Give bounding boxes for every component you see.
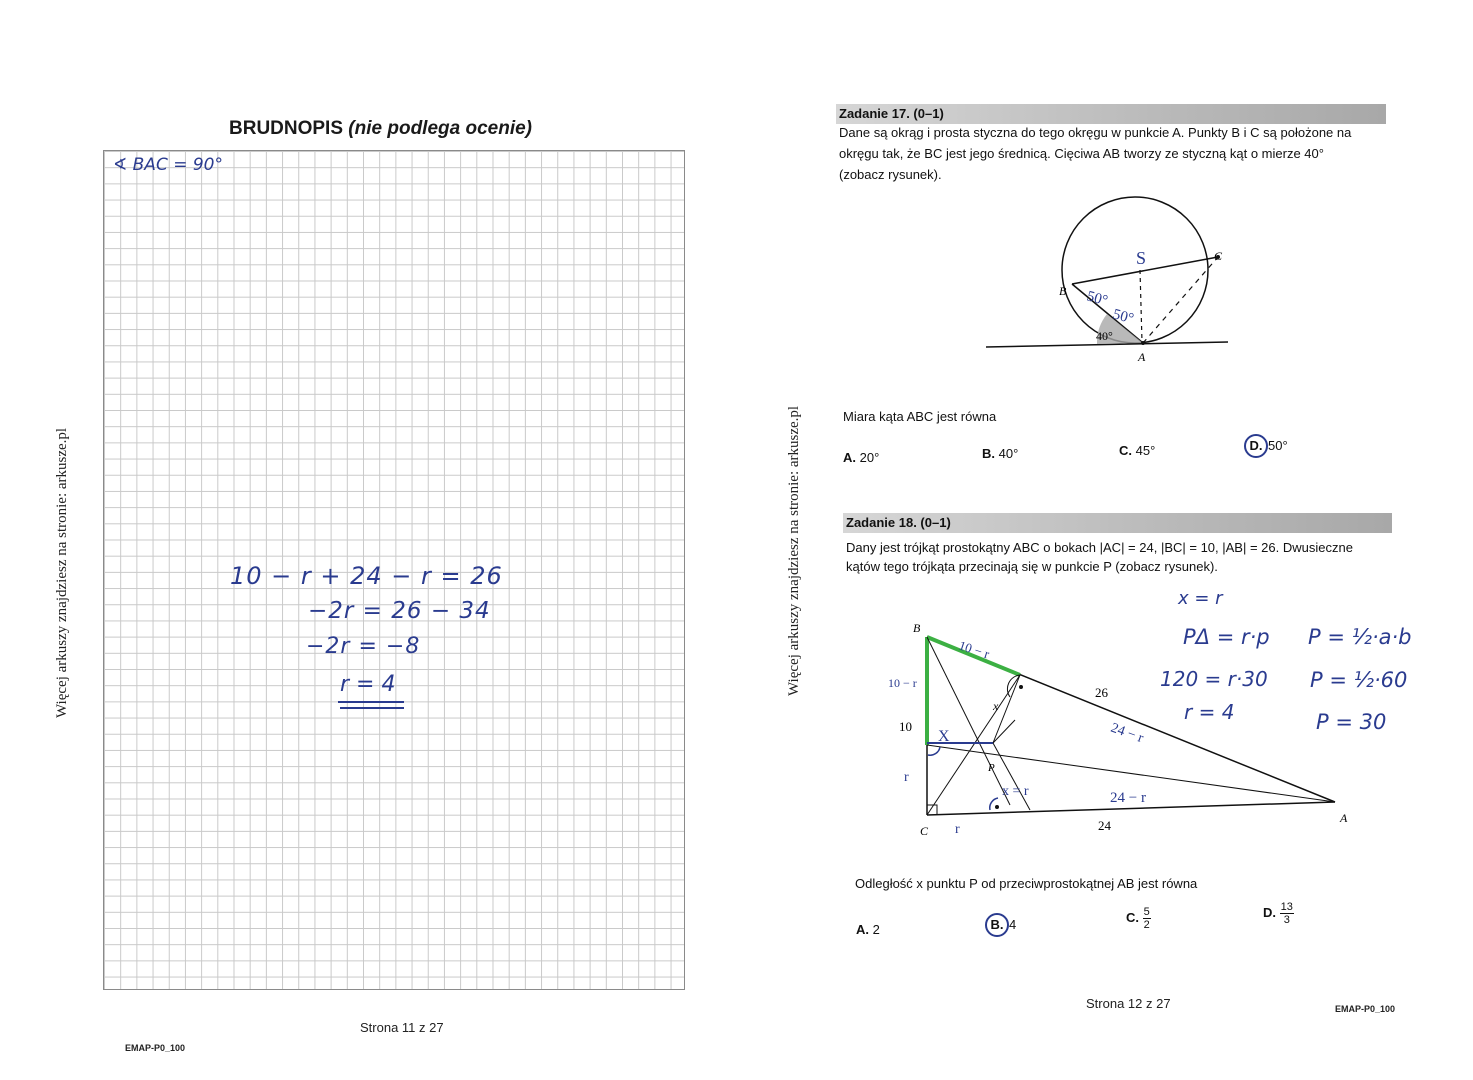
- task18-bisector-B: [927, 637, 1010, 805]
- answer-underline-1: [338, 701, 404, 703]
- task17-point-A: [1141, 341, 1145, 345]
- task18-note-1: x = r: [1178, 588, 1223, 609]
- task18-note-4: r = 4: [1184, 700, 1235, 724]
- task17-dashed-AC: [1143, 257, 1218, 343]
- task17-circle: [1062, 197, 1208, 343]
- task17-option-b[interactable]: B. 40°: [982, 446, 1019, 461]
- task17-line-2: okręgu tak, że BC jest jego średnicą. Cięciwa AB tworzy ze styczną kąt o mierze 40°: [839, 146, 1324, 161]
- task17-angle-40: 40°: [1096, 329, 1113, 343]
- task18-note-5: P = ½·a·b: [1308, 625, 1412, 649]
- calc-line-3: −2r = −8: [306, 634, 421, 659]
- task18-hand-right-angle-left: [928, 747, 940, 755]
- task17-option-a[interactable]: A. 20°: [843, 450, 880, 465]
- task18-hand-10r-top: 10 − r: [957, 637, 992, 662]
- task18-label-A: A: [1340, 811, 1348, 825]
- task17-label-S: S: [1136, 248, 1147, 268]
- page-title-left: [229, 118, 532, 140]
- task18-option-a[interactable]: A. 2: [856, 922, 880, 937]
- task18-hand-r-left: r: [904, 770, 909, 785]
- task18-label-C: C: [920, 824, 929, 838]
- task18-label-B: B: [913, 621, 921, 635]
- task17-selected-circle: D.: [1244, 434, 1268, 458]
- task18-side-24: 24: [1098, 818, 1111, 833]
- task18-dot-top: [1019, 685, 1023, 689]
- hand-angle-note: ∢ BAC = 90°: [113, 155, 223, 175]
- side-watermark-right: Więcej arkuszy znajdziesz na stronie: arkusze.pl: [786, 405, 802, 696]
- task17-line-1: Dane są okrąg i prosta styczna do tego okręgu w punkcie A. Punkty B i C są położone na: [839, 125, 1352, 140]
- task17-header: [836, 104, 1386, 124]
- task17-dashed-SA: [1140, 270, 1142, 342]
- task17-label-B: B: [1059, 284, 1067, 298]
- calc-line-4: r = 4: [340, 672, 396, 697]
- task18-side-10: 10: [899, 719, 912, 734]
- task17-label-A: A: [1138, 350, 1146, 364]
- task18-note-3: 120 = r·30: [1160, 667, 1268, 691]
- task18-figure: [880, 615, 1360, 845]
- task18-hand-24r-base: 24 − r: [1110, 790, 1146, 806]
- task18-option-d[interactable]: D. $\frac{13}{3}$: [1263, 901, 1293, 926]
- footer-page-left: Strona 11 z 27: [360, 1020, 444, 1035]
- task17-text: [839, 122, 1389, 185]
- task18-header-text: Zadanie 18. (0–1): [846, 515, 951, 530]
- task18-note-2: PΔ = r·p: [1183, 625, 1270, 649]
- task18-question: Odległość x punktu P od przeciwprostokątnej AB jest równa: [855, 876, 1198, 891]
- task18-note-6: P = ½·60: [1310, 668, 1408, 692]
- task17-question: Miara kąta ABC jest równa: [843, 409, 997, 424]
- task18-radius-bottom: [993, 743, 1030, 810]
- task18-extra-line: [993, 720, 1015, 743]
- footer-page-right: Strona 12 z 27: [1086, 996, 1171, 1011]
- task18-header: [843, 513, 1392, 533]
- footer-code-right: EMAP-P0_100: [1335, 1004, 1396, 1014]
- task18-line-1: Dany jest trójkąt prostokątny ABC o bokach |AC| = 24, |BC| = 10, |AB| = 26. Dwusieczne: [846, 540, 1353, 555]
- task18-selected-circle: B.: [985, 913, 1009, 937]
- task18-option-c[interactable]: C. $\frac{5}{2}$: [1126, 906, 1150, 931]
- task18-label-P: P: [988, 762, 995, 774]
- task18-hand-10r-left: 10 − r: [888, 676, 917, 690]
- task17-label-C: C: [1214, 249, 1223, 263]
- calc-line-2: −2r = 26 − 34: [308, 598, 491, 624]
- task18-note-7: P = 30: [1316, 710, 1387, 734]
- task18-side-26: 26: [1095, 685, 1108, 700]
- task18-option-b[interactable]: B. 4: [985, 913, 1016, 937]
- side-watermark-left: Więcej arkuszy znajdziesz na stronie: arkusze.pl: [54, 427, 70, 718]
- task18-line-2: kątów tego trójkąta przecinają się w punkcie P (zobacz rysunek).: [846, 559, 1218, 574]
- task18-text: [846, 538, 1396, 576]
- task18-dot-bottom: [995, 805, 999, 809]
- footer-code-left: EMAP-P0_100: [125, 1043, 186, 1053]
- task17-option-d[interactable]: D. 50°: [1244, 434, 1288, 458]
- task17-hand-50-1: 50°: [1084, 288, 1110, 310]
- task18-hand-r-base: r: [955, 822, 960, 837]
- task17-hand-50-2: 50°: [1110, 306, 1136, 328]
- task17-header-text: Zadanie 17. (0–1): [839, 106, 944, 121]
- title-main: BRUDNOPIS: [229, 118, 344, 139]
- task17-line-3: (zobacz rysunek).: [839, 167, 942, 182]
- task18-hand-xr: x = r: [1002, 784, 1029, 799]
- task18-hand-24r-hyp: 24 − r: [1108, 720, 1146, 747]
- task17-figure: [980, 190, 1240, 370]
- answer-underline-2: [340, 707, 404, 709]
- task18-label-x: x: [993, 699, 999, 713]
- calc-line-1: 10 − r + 24 − r = 26: [230, 562, 503, 590]
- title-note: (nie podlega ocenie): [348, 118, 532, 139]
- task18-hand-X: X: [938, 728, 950, 745]
- task17-option-c[interactable]: C. 45°: [1119, 443, 1156, 458]
